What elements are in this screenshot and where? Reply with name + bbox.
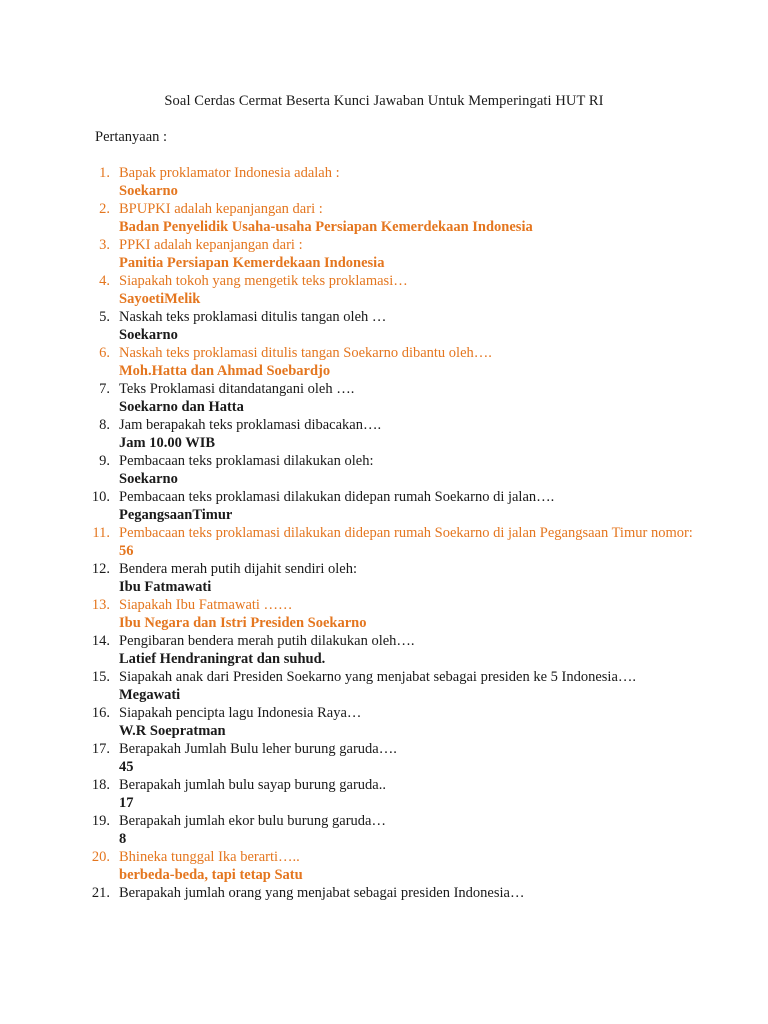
question-number: 3. <box>99 237 110 253</box>
question-item <box>0 812 768 848</box>
question-text: Bhineka tunggal Ika berarti….. <box>119 849 300 865</box>
question-item <box>0 560 768 596</box>
question-text: Teks Proklamasi ditandatangani oleh …. <box>119 381 355 397</box>
question-number: 15. <box>91 669 110 685</box>
question-number: 16. <box>91 705 110 721</box>
answer-text: Soekarno <box>119 327 178 343</box>
answer-text: Soekarno <box>119 183 178 199</box>
answer-text: Latief Hendraningrat dan suhud. <box>119 651 326 667</box>
question-item <box>0 236 768 272</box>
question-item <box>0 416 768 452</box>
answer-text: W.R Soepratman <box>119 723 226 739</box>
question-item <box>0 848 768 884</box>
answer-text: 8 <box>119 831 127 847</box>
document-title: Soal Cerdas Cermat Beserta Kunci Jawaban Untuk Memperingati HUT RI <box>164 93 604 109</box>
answer-text: berbeda-beda, tapi tetap Satu <box>119 867 303 883</box>
question-item <box>0 200 768 236</box>
answer-text: Soekarno dan Hatta <box>119 399 244 415</box>
question-text: Bendera merah putih dijahit sendiri oleh: <box>119 561 357 577</box>
answer-text: Moh.Hatta dan Ahmad Soebardjo <box>119 363 331 379</box>
answer-text: Ibu Negara dan Istri Presiden Soekarno <box>119 615 367 631</box>
question-number: 20. <box>91 849 110 865</box>
section-label: Pertanyaan : <box>95 129 168 145</box>
question-text: Berapakah jumlah ekor bulu burung garuda… <box>119 813 386 829</box>
question-item <box>0 776 768 812</box>
answer-text: Soekarno <box>119 471 178 487</box>
question-text: Berapakah Jumlah Bulu leher burung garuda…. <box>119 741 397 757</box>
question-text: Pembacaan teks proklamasi dilakukan oleh: <box>119 453 374 469</box>
question-text: Siapakah anak dari Presiden Soekarno yang menjabat sebagai presiden ke 5 Indonesia…. <box>119 669 637 685</box>
question-item <box>0 704 768 740</box>
question-text: BPUPKI adalah kepanjangan dari : <box>119 201 323 217</box>
question-text: Pembacaan teks proklamasi dilakukan didepan rumah Soekarno di jalan…. <box>119 489 555 505</box>
answer-text: PegangsaanTimur <box>119 507 233 523</box>
question-item <box>0 632 768 668</box>
question-number: 4. <box>99 273 110 289</box>
question-item <box>0 452 768 488</box>
question-text: Bapak proklamator Indonesia adalah : <box>119 165 340 181</box>
question-number: 19. <box>91 813 110 829</box>
answer-text: Ibu Fatmawati <box>119 579 212 595</box>
question-number: 18. <box>91 777 110 793</box>
answer-text: 45 <box>119 759 134 775</box>
answer-text: Jam 10.00 WIB <box>119 435 216 451</box>
question-text: Naskah teks proklamasi ditulis tangan oleh … <box>119 309 387 325</box>
question-text: Jam berapakah teks proklamasi dibacakan…. <box>119 417 382 433</box>
question-text: Siapakah Ibu Fatmawati …… <box>119 597 293 613</box>
question-item <box>0 596 768 632</box>
question-item <box>0 884 768 902</box>
question-text: Berapakah jumlah orang yang menjabat sebagai presiden Indonesia… <box>119 885 525 901</box>
answer-text: 56 <box>119 543 134 559</box>
question-text: Siapakah pencipta lagu Indonesia Raya… <box>119 705 362 721</box>
question-item <box>0 524 768 560</box>
question-number: 13. <box>91 597 110 613</box>
question-number: 21. <box>91 885 110 901</box>
answer-text: SayoetiMelik <box>119 291 201 307</box>
question-item <box>0 272 768 308</box>
question-number: 10. <box>91 489 110 505</box>
question-text: Naskah teks proklamasi ditulis tangan Soekarno dibantu oleh…. <box>119 345 492 361</box>
question-number: 12. <box>91 561 110 577</box>
question-list <box>0 164 768 902</box>
question-number: 7. <box>99 381 110 397</box>
question-number: 6. <box>99 345 110 361</box>
question-number: 1. <box>99 165 110 181</box>
question-item <box>0 668 768 704</box>
question-text: Pembacaan teks proklamasi dilakukan didepan rumah Soekarno di jalan Pegangsaan Timur nomor: <box>119 525 693 541</box>
question-number: 5. <box>99 309 110 325</box>
question-item <box>0 488 768 524</box>
question-item <box>0 164 768 200</box>
question-text: PPKI adalah kepanjangan dari : <box>119 237 303 253</box>
question-number: 11. <box>92 525 110 541</box>
answer-text: 17 <box>119 795 134 811</box>
answer-text: Badan Penyelidik Usaha-usaha Persiapan Kemerdekaan Indonesia <box>119 219 533 235</box>
question-item <box>0 344 768 380</box>
question-item <box>0 308 768 344</box>
question-text: Siapakah tokoh yang mengetik teks proklamasi… <box>119 273 408 289</box>
question-number: 2. <box>99 201 110 217</box>
question-item <box>0 740 768 776</box>
answer-text: Panitia Persiapan Kemerdekaan Indonesia <box>119 255 385 271</box>
question-text: Pengibaran bendera merah putih dilakukan oleh…. <box>119 633 415 649</box>
question-number: 17. <box>91 741 110 757</box>
question-text: Berapakah jumlah bulu sayap burung garuda.. <box>119 777 386 793</box>
question-number: 8. <box>99 417 110 433</box>
question-number: 14. <box>91 633 110 649</box>
answer-text: Megawati <box>119 687 181 703</box>
question-item <box>0 380 768 416</box>
question-number: 9. <box>99 453 110 469</box>
